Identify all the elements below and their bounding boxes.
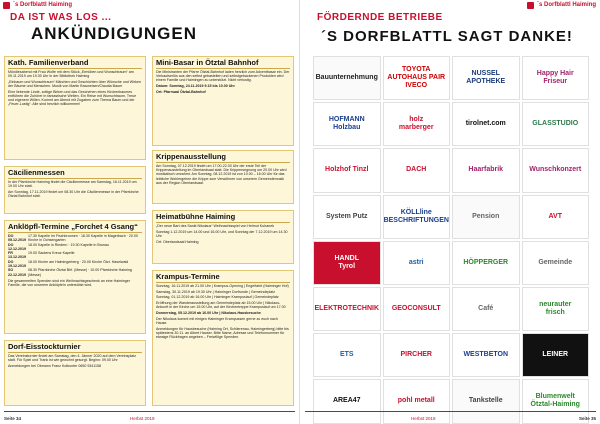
eisstock-para: Das Vereinsturnier findet am Samstag, den 4. Jänner 2020 auf dem Vereinsplatz statt. Für Spiel und Trank ist wie gewohnt gesorgt. Beginn: 09.00 Uhr <box>8 354 137 363</box>
left-issue-label: Herbst 2019 <box>130 416 155 421</box>
sponsor-ad: DACH <box>383 148 451 192</box>
krampus-para: Donnerstag, 05.12.2019 ab 16.00 Uhr | Nikolaus-Hausbesuche <box>156 311 261 316</box>
sponsor-ad: Gemeinde <box>522 241 590 285</box>
anklopf-row <box>8 234 142 243</box>
basar-title: Mini-Basar in Ötztal Bahnhof <box>156 58 290 69</box>
sponsor-ad: NUSSEL APOTHEKE <box>452 56 520 100</box>
anklopf-date: DO 12.12.2019 <box>8 242 26 251</box>
basar-para: Ort: Pfarrsaal Ötztal-Bahnhof <box>156 89 206 94</box>
right-page-number: Seite 35 <box>578 416 596 421</box>
krampus-para: Sonntag, 01.12.2019 ab 16.00 Uhr | Haiminger Krampuslauf | Gemeindeplatz <box>156 295 279 300</box>
kath-title: Kath. Familienverband <box>8 58 142 69</box>
sponsor-ad: GEOCONSULT <box>383 287 451 331</box>
heimat-para: „Der neue Bart des Sankt Nikolaus“ Weihnachtsspiel von Helmut Kuhanek <box>156 224 274 228</box>
kath-para: „Einbaum und Wunschtraum“ Märchen und Geschichten über Wünsche und Wirken der Bäume und Menschen. Musik von Martin Brauneisen/Claudia Bauer <box>8 79 141 89</box>
sponsor-ad: WESTBETON <box>452 333 520 377</box>
anklopf-text: 18.00 Kapelle in Riedern · 19.30 Kapelle in Brunau <box>28 242 109 247</box>
caecilien-para: Am Sonntag, 17.11.2019 findet um 08.30 Uhr die Cäcilienmesse in der Pfarrkirche Ötztal Bahnhof statt. <box>8 189 139 199</box>
krampus-para: Anmeldungen für Hausbesuche (Haiming Ort, Schlierenau, Haimingerberg) bitte bis spätestens 30.11. an Albert Hauser. Bitte Name, Adresse und Telefonnummer für etwaige Rückfragen angeben – Freiwillige Spenden. <box>156 326 289 340</box>
kath-para: Eine liebende Linde, zottige Birken und das Geschehen eines Kirchenbaumes entführen die Zuhörer in fantastische Welten. Ein Reise mit Wunschtraum, Treue und eigenem Willen. Kommt am Abend mit Zugaben zum Thema Baum und der „Feuer-Lustig“. Alle sind herzlich willkommen! <box>8 89 137 107</box>
sponsor-ad: HOFMANN Holzbau <box>313 102 381 146</box>
sponsor-ad: AREA47 <box>313 379 381 423</box>
sponsor-ad: Wunschkonzert <box>522 148 590 192</box>
sponsor-ad: Blumenwelt Ötztal-Haiming <box>522 379 590 423</box>
basar-para: Datum: Sonntag, 24.11.2019 9.15 bis 10.00 Uhr <box>156 84 235 89</box>
left-brand-text: ´s Dorfblattl Haiming <box>13 2 73 8</box>
sponsor-ad: LEINER <box>522 333 590 377</box>
right-title: ´S DORFBLATTL SAGT DANKE! <box>321 28 573 45</box>
anklopf-date: FR 13.12.2019 <box>8 251 26 260</box>
eisstock-title: Dorf-Eisstockturnier <box>8 342 142 353</box>
krampus-para: Sonntag, 16.11.2019 ab 21.00 Uhr | Krampus-Opening | Engelfahrt (Haiminger Hof) <box>156 284 289 288</box>
sponsor-ad: holz marberger <box>383 102 451 146</box>
krampus-para: Der Nikolaus kommt mit einigen Haiminger Krampussen gerne zu euch nach Hause. <box>156 316 278 325</box>
right-brand-text: ´s Dorfblattl Haiming <box>536 2 596 8</box>
krampus-title: Krampus-Termine <box>156 272 290 283</box>
heimat-para: Ort: Oberlandsaal Haiming <box>156 239 199 244</box>
brand-mark-icon <box>527 2 534 9</box>
sponsor-ad: Tankstelle <box>452 379 520 423</box>
anklopf-text: 17.30 Kapelle Im Fischbrunnen · 18.30 Kapelle in Magerbach · 20.00 Kirche in Ochsengarten <box>28 234 138 243</box>
sponsor-grid <box>313 56 589 424</box>
sponsor-ad: ELEKTROTECHNIK <box>313 287 381 331</box>
anklopf-row <box>8 268 142 277</box>
sponsor-ad: neurauter frisch <box>522 287 590 331</box>
right-kicker: FÖRDERNDE BETRIEBE <box>317 12 443 23</box>
kath-box <box>4 56 146 160</box>
eisstock-box <box>4 340 146 406</box>
sponsor-ad: System Putz <box>313 195 381 239</box>
sponsor-ad: Pension <box>452 195 520 239</box>
sponsor-ad: GLASSTUDIO <box>522 102 590 146</box>
sponsor-ad: Happy Hair Friseur <box>522 56 590 100</box>
caecilien-para: In der Pfarrkirche Haiming findet die Cäcilienmesse am Samstag, 16.11.2019 um 19.00 Uhr statt. <box>8 180 137 189</box>
anklopf-title: Anklöpfl-Termine „Forchet 4 Gsang“ <box>8 222 142 233</box>
krippen-box <box>152 150 294 204</box>
footer-rule <box>4 411 295 412</box>
page-title: ANKÜNDIGUNGEN <box>31 24 197 43</box>
sponsor-ad: KÖLLline BESCHRIFTUNGEN <box>383 195 451 239</box>
sponsor-ad: ETS <box>313 333 381 377</box>
sponsor-ad: Café <box>452 287 520 331</box>
sponsor-ad: TOYOTA AUTOHAUS PAIR IVECO <box>383 56 451 100</box>
anklopf-row <box>8 243 142 252</box>
heimat-title: Heimatbühne Haiming <box>156 212 290 223</box>
right-page <box>301 0 600 424</box>
anklopf-box <box>4 220 146 334</box>
krippen-para: Am Sonntag, 07.12.2019 findet um 17.00-22.00 Uhr der erste Teil der Krippenausstellung im Oberlandsaal statt. Die Krippensegnung um 20.00 Uhr wird musikalisch umrahmt. Am Sonntag, 08.12.2019 ist von 10.00 – 16.00 Uhr für das leibliche Wohlergehen die Krippe zum Verwöhnen von unserem Gemeindemusik aus der Region Oberlandsaal. <box>156 164 287 185</box>
sponsor-ad: Bauunternehmung <box>313 56 381 100</box>
anklopf-text: 19.00 Sautens Kreuz Kapelle <box>28 251 75 256</box>
sponsor-ad: Haarfabrik <box>452 148 520 192</box>
sponsor-ad: HÖPPERGER <box>452 241 520 285</box>
caecilien-box <box>4 166 146 214</box>
anklopf-text: 18.00 Kirche am Haimingerberg · 20.00 Kirche Ötzt. Haselwald <box>28 259 129 264</box>
sponsor-ad: tirolnet.com <box>452 102 520 146</box>
anklopf-text: 08.30 Pfarrkirche Ötztal Bhf. (Messe) · 10.00 Pfarrkirche Haiming (Messe) <box>28 268 132 277</box>
sponsor-ad: pohl metall <box>383 379 451 423</box>
krampus-para: Eröffnung der Wanderausstellung am Gemeindeplatz ab 15.00 Uhr | Nikolaus-Ankunft in der Kirche um 15.00 Uhr, auf der Kirchentreppe Krampuslauf um 17.00 <box>156 301 286 310</box>
right-header-brand <box>527 0 596 10</box>
sponsor-ad: astri <box>383 241 451 285</box>
heimat-para: Sonntag 1.12.2019 um 14.00 und 16.00 Uhr, und Sonntag der 7.12.2019 um 14.30 Uhr <box>156 229 288 238</box>
caecilien-title: Cäcilienmessen <box>8 168 142 179</box>
left-kicker: DA IST WAS LOS ... <box>10 12 112 23</box>
left-header-brand <box>3 0 72 10</box>
kath-para: Mündlesabend mit Frau Wolfe mit dem Stück „Ermüben und Wunschtraum“ am 09.11.2019 um 19.30 Uhr in der Bibliothek Haiming <box>8 70 134 79</box>
sponsor-ad: PIRCHER <box>383 333 451 377</box>
basar-box <box>152 56 294 146</box>
anklopf-date: SO 22.12.2019 <box>8 268 26 277</box>
sponsor-ad: AVT <box>522 195 590 239</box>
brand-mark-icon <box>3 2 10 9</box>
anklopf-date: DO 19.12.2019 <box>8 259 26 269</box>
krampus-box <box>152 270 294 406</box>
right-issue-label: Herbst 2019 <box>411 416 436 421</box>
sponsor-ad: Holzhof Tinzl <box>313 148 381 192</box>
anklopf-date: DO 05.12.2019 <box>8 234 26 243</box>
krampus-para: Samstag, 30.11.2019 ab 19.30 Uhr | Haiminger Dorfrunde | Gemeindeplatz <box>156 289 276 294</box>
anklopf-row <box>8 260 142 269</box>
eisstock-para: Anmeldungen bei Obmann Franz Kolbunter 0650 9341158 <box>8 363 102 368</box>
krippen-title: Krippenausstellung <box>156 152 290 163</box>
heimat-box <box>152 210 294 264</box>
footer-rule <box>305 411 596 412</box>
sponsor-ad: HANDL Tyrol <box>313 241 381 285</box>
anklopf-note: Die gesammelten Spenden sind ein Weihnachtsgeschenk an eine Haiminger Familie, die von unserem Anklöpfeln unterstützt wird. <box>8 278 130 288</box>
left-page-number: Seite 34 <box>4 416 22 421</box>
anklopf-row <box>8 251 142 260</box>
basar-para: Die Ministranten der Pfarre Ötztal-Bahnhof laden herzlich zum Adventbasar ein. Der Verkaufserlös aus den selbst gebastelten und selbstgebackenen Produkten wird einem Familie und Haimingen zu unterstützt. Nicht verlustig. <box>156 70 290 83</box>
